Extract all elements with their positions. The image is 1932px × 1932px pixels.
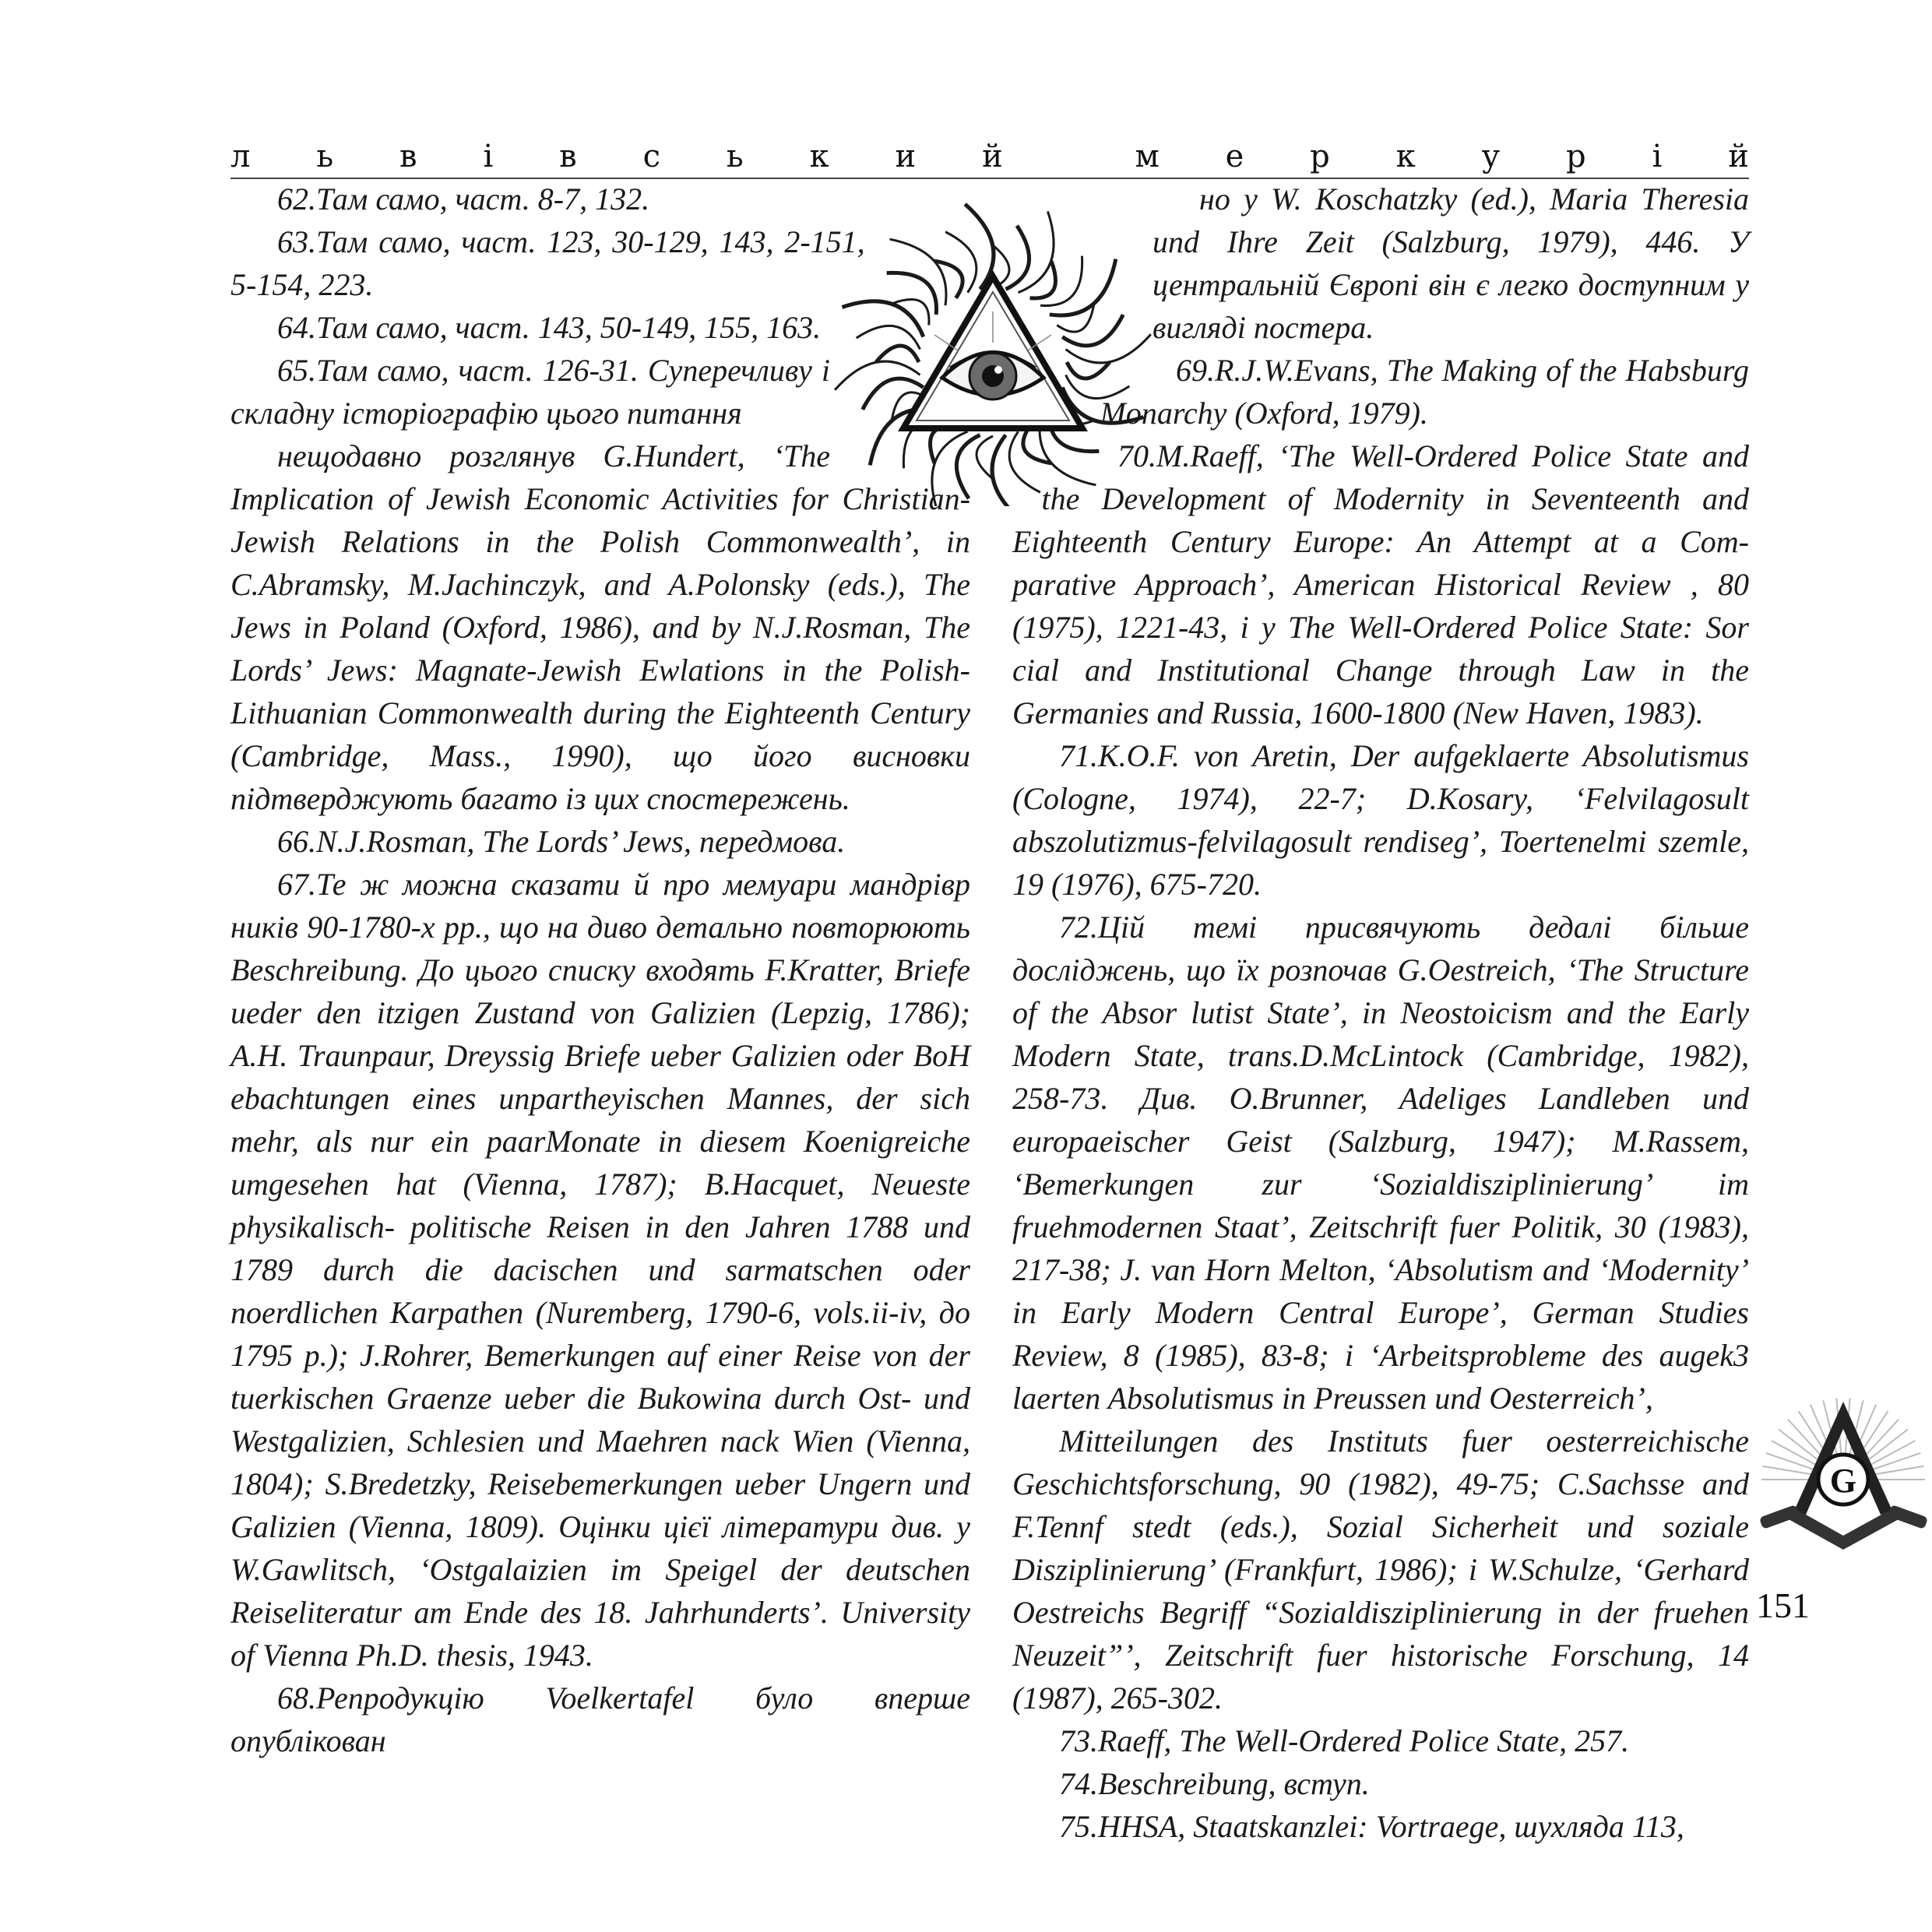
emblem-letter: G [1829, 1462, 1857, 1500]
footnote-64: 64.Там само, част. 143, 50-149, 155, 163. [277, 310, 822, 345]
running-head-letter: в [399, 139, 417, 174]
running-head-letter: р [1566, 139, 1586, 174]
footnote-63: 63.Там само, част. 123, 30-129, 143, 2-151, 5-154, 223. [231, 224, 865, 302]
footnote-70: 70.M.Raeff, ‘The Well-Ordered Police State and the Development of Modernity in Seventeenth and Eighteenth Century Europe: An Attempt at a Com- parative Approach’, American Historical Review , 80 (1975), 1221-43, і у The Well-Ordered Police State: Sor cial and Institutional Change through Law in the Germanies and Russia, 1600-1800 (New Haven, 1983). [1012, 438, 1749, 730]
footnote-71: 71.K.O.F. von Aretin, Der aufgeklaerte Absolutismus (Cologne, 1974), 22-7; D.Kosary, ‘Felvilagosult abszolutizmus-felvilagosult rendiseg’, Toertenelmi szemle, 19 (1976), 675-720. [1012, 738, 1749, 902]
footnote-65: 65.Там само, част. 126-31. Суперечливу і складну історіографію цього питання [231, 353, 830, 431]
running-head-letter: р [1310, 139, 1330, 174]
footnote-65-continued: нещодавно розглянув G.Hundert, ‘The Implication of Jewish Economic Activities for Christian-Jewish Relations in the Polish Commonwealth’, in C.Abramsky, M.Jachinczyk, and A.Polonsky (eds.), The Jews in Poland (Oxford, 1986), and by N.J.Rosman, The Lords’ Jews: Magnate-Jewish Ewlations in the Polish-Lithuanian Commonwealth during the Eighteenth Century (Cambridge, Mass., 1990), що його висновки підтверджують багато із цих спостережень. [231, 438, 970, 816]
page-number: 151 [1756, 1585, 1810, 1625]
running-head-letter: л [231, 139, 251, 174]
footnote-72-continued: Mitteilungen des Instituts fuer oesterreichische Geschichtsforschung, 90 (1982), 49-75; C.Sachsse and F.Tennf stedt (eds.), Sozial Sicherheit und soziale Disziplinierung’ (Frankfurt, 1986); і W.Schulze, ‘Gerhard Oestreichs Begriff “Sozialdisziplinierung in der fruehen Neuzeit”’, Zeitschrift fuer historische Forschung, 14 (1987), 265-302. [1012, 1423, 1749, 1716]
running-head-letter: к [809, 139, 829, 174]
footnote-68: 68.Репродукцію Voelkertafel було вперше опублікован [231, 1680, 970, 1758]
footnote-69: 69.R.J.W.Evans, The Making of the Habsburg Monarchy (Oxford, 1979). [1100, 353, 1749, 431]
running-head-letter: е [1225, 139, 1244, 174]
all-seeing-eye-icon [825, 195, 1160, 506]
running-head-letter: с [642, 139, 660, 174]
running-head-letter: и [895, 139, 917, 174]
running-head-letter: ь [726, 139, 744, 174]
footnote-66: 66.N.J.Rosman, The Lords’ Jews, передмова. [277, 824, 846, 859]
running-head-letter: м [1135, 139, 1160, 174]
running-head-letter: в [559, 139, 577, 174]
running-head-letter: у [1481, 139, 1501, 174]
running-head-letter: ь [316, 139, 334, 174]
footnote-68-continued: но у W. Koschatzky (ed.), Maria Theresia und Ihre Zeit (Salzburg, 1979), 446. У центральній Європі він є легко доступним у вигляді постера. [1153, 181, 1749, 345]
footnote-72: 72.Цій темі присвячують дедалі більше досліджень, що їх розпочав G.Oestreich, ‘The Structure of the Absor lutist State’, in Neostoicism and the Early Modern State, trans.D.McLintock (Cambridge, 1982), 258-73. Див. O.Brunner, Adeliges Landleben und europaeischer Geist (Salzburg, 1947); M.Rassem, ‘Bemerkungen zur ‘Sozialdisziplinierung’ im fruehmodernen Staat’, Zeitschrift fuer Politik, 30 (1983), 217-38; J. van Horn Melton, ‘Absolutism and ‘Modernity’ in Early Modern Central Europe’, German Studies Review, 8 (1985), 83-8; і ‘Arbeitsprobleme des augek3 laerten Absolutismus in Preussen und Oesterreich’, [1012, 910, 1749, 1416]
footnote-67: 67.Те ж можна сказати й про мемуари мандрівр ників 90-1780-х рр., що на диво детально повторюють Beschreibung. До цього списку входять F.Kratter, Briefe ueder den itzigen Zustand von Galizien (Lepzig, 1786); A.H. Traunpaur, Dreyssig Briefe ueber Galizien oder BoH ebachtungen eines unpartheyischen Mannes, der sich mehr, als nur ein paarMonate in diesem Koenigreiche umgesehen hat (Vienna, 1787); B.Hacquet, Neueste physikalisch- politische Reisen in den Jahren 1788 und 1789 durch die dacischen und sarmatschen oder noerdlichen Karpathen (Nuremberg, 1790-6, vols.ii-iv, до 1795 р.); J.Rohrer, Bemerkungen auf einer Reise von der tuerkischen Graenze ueber die Bukowina durch Ost- und Westgalizien, Schlesien und Maehren nack Wien (Vienna, 1804); S.Bredetzky, Reisebemerkungen ueber Ungern und Galizien (Vienna, 1809). Оцінки цієї літератури див. у W.Gawlitsch, ‘Ostgalaizien im Speigel der deutschen Reiseliteratur am Ende des 18. Jahrhunderts’. University of Vienna Ph.D. thesis, 1943. [231, 867, 970, 1673]
footnote-73: 73.Raeff, The Well-Ordered Police State, 257. [1059, 1723, 1630, 1758]
running-head-letter: і [483, 139, 494, 174]
footnote-74: 74.Beschreibung, вступ. [1059, 1766, 1370, 1801]
running-head-letter: і [1652, 139, 1663, 174]
running-head-letter: й [1728, 139, 1749, 174]
running-head [231, 131, 1749, 174]
footnote-62: 62.Там само, част. 8-7, 132. [277, 181, 650, 216]
running-head-letter: к [1395, 139, 1416, 174]
running-head-letter: й [982, 139, 1003, 174]
footnote-75: 75.HHSA, Staatskanzlei: Vortraege, шухляда 113, [1059, 1809, 1684, 1844]
square-compass-g-icon [1756, 1394, 1931, 1557]
